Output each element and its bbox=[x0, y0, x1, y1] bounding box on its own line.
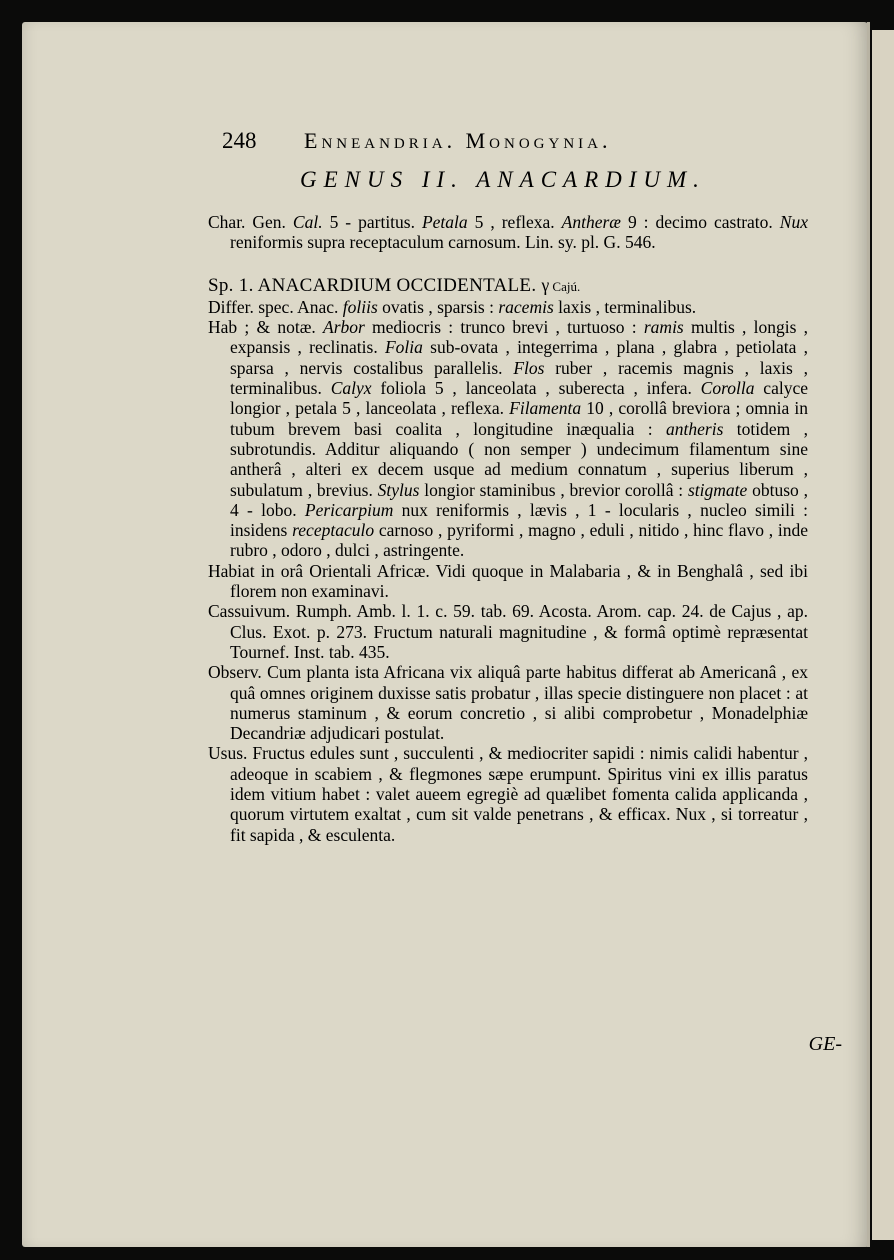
term-foliis: foliis bbox=[342, 296, 378, 317]
page-body bbox=[208, 212, 808, 845]
synonymy-paragraph: Cassuivum. Rumph. Amb. l. 1. c. 59. tab. 69. Acosta. Arom. cap. 24. de Cajus , ap. Clus. Exot. p. 273. Fructum naturali magnitudine , & formâ optimè repræsentat Tournef. Inst. tab. 435. bbox=[208, 601, 808, 662]
term-pericarpium: Pericarpium bbox=[304, 499, 394, 520]
habitat-paragraph: Habiat in orâ Orientali Africæ. Vidi quoque in Malabaria , & in Benghalâ , sed ibi florem non examinavi. bbox=[208, 560, 808, 602]
paragraph-gap bbox=[208, 253, 808, 275]
differentia-text-1: ovatis , sparsis : bbox=[377, 296, 499, 317]
calyx-text: 5 - partitus. bbox=[322, 212, 422, 232]
habitus-text-12: carnoso , pyriformi , magno , eduli , nitido , hinc flavo , inde rubro , odoro , dulci , astringente. bbox=[230, 520, 808, 561]
term-calyx: Calyx bbox=[330, 378, 372, 399]
term-stigmate: stigmate bbox=[687, 479, 748, 500]
generic-character bbox=[208, 212, 808, 253]
habitus-lead: Hab ; & notæ. bbox=[208, 317, 323, 338]
calyx-term: Cal. bbox=[292, 212, 323, 232]
specific-differentia bbox=[208, 297, 808, 317]
antherae-text: 9 : decimo castrato. bbox=[620, 212, 780, 232]
vernacular-name: Cajú. bbox=[549, 278, 581, 294]
nux-term: Nux bbox=[779, 212, 808, 232]
genus-heading: GENUS II. ANACARDIUM. bbox=[300, 167, 706, 192]
term-arbor: Arbor bbox=[323, 317, 365, 338]
term-ramis: ramis bbox=[643, 317, 684, 338]
observation-paragraph: Observ. Cum planta ista Africana vix aliquâ parte habitus differat ab Americanâ , ex quâ omnes originem duxisse satis probatur , illas specie distinguere non placet : at numerus staminum , & eorum concretio , si alibi comprobetur , Monadelphiæ Decandriæ adjudicari postulat. bbox=[208, 662, 808, 744]
page-fore-edge bbox=[867, 22, 870, 1247]
running-head bbox=[222, 128, 782, 160]
habitus-text-9: longior staminibus , brevior corollâ : bbox=[419, 479, 688, 500]
character-lead: Char. Gen. bbox=[208, 212, 293, 232]
species-heading bbox=[208, 275, 808, 297]
term-stylus: Stylus bbox=[377, 479, 420, 500]
term-folia: Folia bbox=[384, 337, 423, 358]
habitus-text-1: mediocris : trunco brevi , turtuoso : bbox=[364, 317, 644, 338]
habitus-text-3: sub-ovata , integerrima , plana , glabra , petiolata , sparsa , nervis costalibus parallelis. bbox=[230, 337, 809, 378]
catchword: GE- bbox=[808, 1033, 842, 1055]
habitus-text-4: ruber , racemis magnis , laxis , terminalibus. bbox=[230, 357, 808, 399]
running-title: Enneandria. Monogynia. bbox=[304, 128, 612, 153]
habitus-description bbox=[208, 317, 808, 561]
habitus-text-2: multis , longis , expansis , reclinatis. bbox=[230, 317, 808, 358]
term-racemis: racemis bbox=[498, 296, 554, 317]
antherae-term: Antheræ bbox=[561, 212, 621, 232]
species-title: Sp. 1. ANACARDIUM OCCIDENTALE. bbox=[208, 274, 542, 296]
term-antheris: antheris bbox=[666, 418, 724, 439]
differentia-text-2: laxis , terminalibus. bbox=[553, 296, 697, 317]
nux-text: reniformis supra receptaculum carnosum. Lin. sy. pl. G. 546. bbox=[230, 232, 656, 253]
page-number: 248 bbox=[222, 128, 257, 153]
term-corolla: Corolla bbox=[700, 378, 755, 399]
habitus-text-6: calyce longior , petala 5 , lanceolata , reflexa. bbox=[230, 378, 808, 419]
petala-text: 5 , reflexa. bbox=[467, 212, 562, 232]
term-flos: Flos bbox=[513, 357, 545, 378]
habitus-text-5: foliola 5 , lanceolata , suberecta , infera. bbox=[371, 378, 701, 399]
uses-paragraph: Usus. Fructus edules sunt , succulenti , & mediocriter sapidi : nimis calidi habentur , adeoque in scabiem , & flegmones sæpe erumpunt. Spiritus vini ex illis paratus idem vitium habet : valet aueem egregiè ad quælibet fomenta calida applicanda , quorum virtutem exaltat , cum sit valde penetrans , & efficax. Nux , si torreatur , fit sapida , & esculenta. bbox=[208, 743, 808, 845]
term-receptaculo: receptaculo bbox=[292, 520, 375, 541]
habitus-text-11: nux reniformis , lævis , 1 - locularis , nucleo simili : insidens bbox=[230, 499, 808, 541]
term-filamenta: Filamenta bbox=[509, 398, 582, 419]
habitus-text-8: totidem , subrotundis. Additur aliquando ( non semper ) undecimum filamentum sine antherâ , alteri ex decem usque ad medium connatum , superius liberum , subulatum , brevius. bbox=[230, 418, 808, 500]
petala-term: Petala bbox=[421, 212, 468, 232]
habitus-text-10: obtuso , 4 - lobo. bbox=[230, 479, 808, 520]
differentia-lead: Differ. spec. Anac. bbox=[208, 296, 343, 317]
habitus-text-7: 10 , corollâ breviora ; omnia in tubum brevem basi coalita , longitudine inæqualia : bbox=[230, 398, 808, 439]
species-symbol: γ bbox=[541, 274, 550, 295]
adjacent-page-edge bbox=[872, 30, 894, 1240]
